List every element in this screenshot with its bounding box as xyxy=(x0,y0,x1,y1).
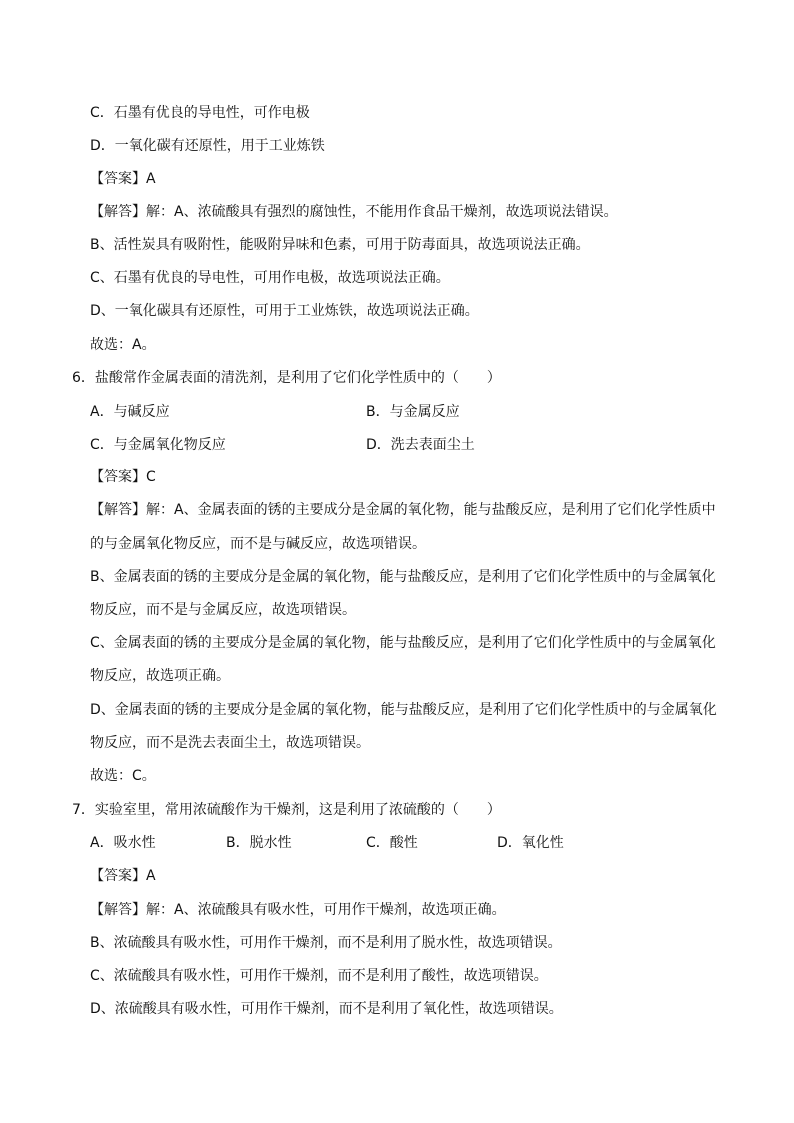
q6-question: 6．盐酸常作金属表面的清洗剂，是利用了它们化学性质中的（ ） xyxy=(72,370,501,386)
q7-option-d: D．氧化性 xyxy=(497,835,564,851)
q7-answer: 【答案】A xyxy=(90,868,156,884)
q6-option-b: B．与金属反应 xyxy=(366,404,460,420)
q7-option-b: B．脱水性 xyxy=(226,835,292,851)
q6-option-a: A．与碱反应 xyxy=(90,404,170,420)
q5-explanation-line: B、活性炭具有吸附性，能吸附异味和色素，可用于防毒面具，故选项说法正确。 xyxy=(90,237,590,253)
q5-answer: 【答案】A xyxy=(90,171,156,187)
q6-option-c: C．与金属氧化物反应 xyxy=(90,437,226,453)
q5-option-d: D．一氧化碳有还原性，用于工业炼铁 xyxy=(90,138,325,154)
q7-explanation-line: C、浓硫酸具有吸水性，可用作干燥剂，而不是利用了酸性，故选项错误。 xyxy=(90,968,548,984)
q6-explanation-line: 物反应，而不是与金属反应，故选项错误。 xyxy=(90,602,356,618)
q6-explanation-line: D、金属表面的锈的主要成分是金属的氧化物，能与盐酸反应，是利用了它们化学性质中的与金属氧化 xyxy=(90,702,717,718)
q7-explanation-line: 【解答】解：A、浓硫酸具有吸水性，可用作干燥剂，故选项正确。 xyxy=(90,902,506,918)
q5-explanation-line: C、石墨有优良的导电性，可用作电极，故选项说法正确。 xyxy=(90,270,450,286)
q6-option-d: D．洗去表面尘土 xyxy=(366,437,475,453)
q6-explanation-line: 的与金属氧化物反应，而不是与碱反应，故选项错误。 xyxy=(90,536,426,552)
q7-explanation-line: B、浓硫酸具有吸水性，可用作干燥剂，而不是利用了脱水性，故选项错误。 xyxy=(90,935,562,951)
q5-conclusion: 故选：A。 xyxy=(90,337,156,353)
q7-question: 7．实验室里，常用浓硫酸作为干燥剂，这是利用了浓硫酸的（ ） xyxy=(72,802,501,818)
q6-explanation-line: 物反应，而不是洗去表面尘土，故选项错误。 xyxy=(90,735,370,751)
q7-option-a: A．吸水性 xyxy=(90,835,156,851)
q6-explanation-line: C、金属表面的锈的主要成分是金属的氧化物，能与盐酸反应，是利用了它们化学性质中的与金属氧化 xyxy=(90,635,716,651)
q6-explanation-line: 【解答】解：A、金属表面的锈的主要成分是金属的氧化物，能与盐酸反应，是利用了它们化学性质中 xyxy=(90,502,716,518)
q5-explanation-line: 【解答】解：A、浓硫酸具有强烈的腐蚀性，不能用作食品干燥剂，故选项说法错误。 xyxy=(90,204,618,220)
q6-conclusion: 故选：C。 xyxy=(90,768,156,784)
q5-explanation-line: D、一氧化碳具有还原性，可用于工业炼铁，故选项说法正确。 xyxy=(90,303,479,319)
q6-answer: 【答案】C xyxy=(90,469,156,485)
q7-explanation-line: D、浓硫酸具有吸水性，可用作干燥剂，而不是利用了氧化性，故选项错误。 xyxy=(90,1001,563,1017)
q6-explanation-line: B、金属表面的锈的主要成分是金属的氧化物，能与盐酸反应，是利用了它们化学性质中的与金属氧化 xyxy=(90,569,716,585)
q6-explanation-line: 物反应，故选项正确。 xyxy=(90,668,230,684)
q7-option-c: C．酸性 xyxy=(366,835,418,851)
q5-option-c: C．石墨有优良的导电性，可作电极 xyxy=(90,105,310,121)
